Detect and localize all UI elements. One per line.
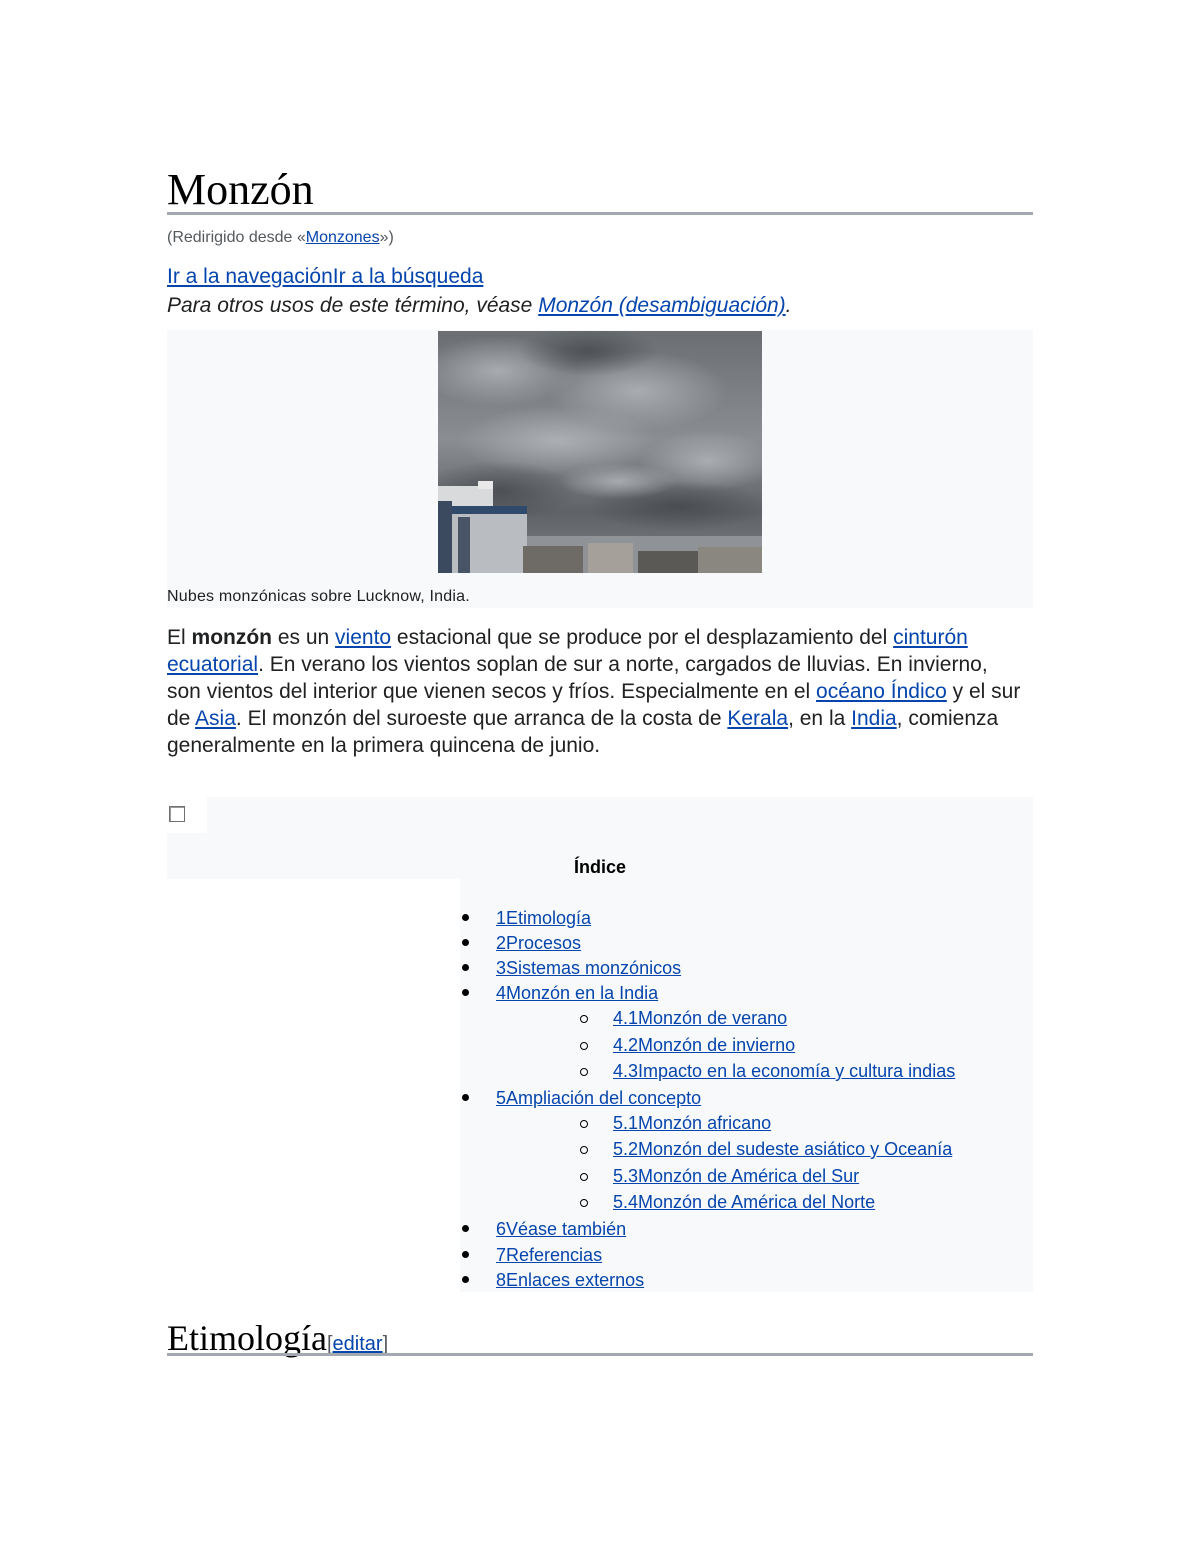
section-edit: [editar] (326, 1333, 389, 1355)
lead-text: y el sur de (167, 680, 1021, 730)
toc-item-label: Monzón africano (638, 1113, 772, 1133)
toc-item-number: 4.1 (613, 1008, 639, 1028)
toc-item-number: 4.2 (613, 1035, 639, 1055)
toc-sub-bullet (580, 1015, 588, 1023)
toc-item[interactable] (496, 908, 591, 929)
edit-section-link[interactable]: editar (332, 1333, 383, 1355)
page-title: Monzón (167, 165, 314, 214)
toc-item[interactable] (613, 1035, 795, 1056)
toc-item-number: 5.2 (613, 1139, 639, 1159)
toc-bullet (462, 989, 469, 996)
toc-item-label: Monzón de América del Norte (638, 1192, 876, 1212)
toc-item-number: 5.4 (613, 1192, 639, 1212)
link-india[interactable]: India (851, 707, 897, 730)
toc-item-label: Etimología (506, 908, 592, 928)
toc-item-label: Monzón en la India (506, 983, 659, 1003)
toc-item-label: Monzón de verano (638, 1008, 788, 1028)
jump-to-navigation-link[interactable]: Ir a la navegación (167, 265, 333, 288)
hatnote-end: . (785, 294, 792, 317)
toc-item[interactable] (496, 1245, 602, 1266)
toc-bullet (462, 1094, 469, 1101)
lead-bold-term: monzón (191, 626, 272, 649)
lead-paragraph (167, 624, 1027, 759)
hatnote-text: Para otros usos de este término, véase (167, 294, 539, 317)
toc-item[interactable] (496, 1219, 626, 1240)
lead-text: estacional que se produce por el desplazamiento del (391, 626, 894, 649)
toc-bullet (462, 939, 469, 946)
toc-item[interactable] (496, 1088, 701, 1109)
toc-item-label: Véase también (506, 1219, 627, 1239)
toc-toggle-checkbox[interactable] (167, 797, 207, 833)
toc-item[interactable] (613, 1008, 787, 1029)
toc-bullet (462, 1251, 469, 1258)
monsoon-clouds-photo[interactable] (438, 331, 762, 573)
link-asia[interactable]: Asia (195, 707, 236, 730)
toc-sub-bullet (580, 1146, 588, 1154)
toc-bullet (462, 914, 469, 921)
jump-links (167, 265, 483, 289)
hatnote (167, 294, 792, 318)
lead-text: es un (272, 626, 336, 649)
toc-item[interactable] (496, 958, 681, 979)
toc-item[interactable] (613, 1139, 952, 1160)
jump-to-search-link[interactable]: Ir a la búsqueda (332, 265, 484, 288)
toc-item[interactable] (496, 1270, 644, 1291)
toc-sub-bullet (580, 1199, 588, 1207)
toc-item-label: Monzón del sudeste asiático y Oceanía (638, 1139, 953, 1159)
figure-caption: Nubes monzónicas sobre Lucknow, India. (167, 588, 470, 605)
toc-item-label: Monzón de invierno (638, 1035, 796, 1055)
toc-title: Índice (573, 857, 626, 877)
toc-item-label: Ampliación del concepto (506, 1088, 702, 1108)
lead-text: . En verano los vientos soplan de sur a norte, cargados de lluvias. En invierno, son vientos del interior que vienen secos y fríos. Especialmente en el (167, 653, 988, 703)
toc-item-label: Impacto en la economía y cultura indias (638, 1061, 956, 1081)
lead-text: . El monzón del suroeste que arranca de la costa de (235, 707, 728, 730)
toc-item-number: 1 (496, 908, 507, 928)
toc-item-number: 3 (496, 958, 507, 978)
toc-bullet (462, 964, 469, 971)
redirect-link[interactable]: Monzones (305, 229, 380, 246)
toc-item-number: 5.1 (613, 1113, 639, 1133)
redirect-note (167, 229, 394, 247)
toc-item-label: Referencias (506, 1245, 603, 1265)
toc-item-number: 5 (496, 1088, 507, 1108)
toc-sub-bullet (580, 1068, 588, 1076)
checkbox-icon (169, 806, 185, 822)
toc-item[interactable] (613, 1192, 875, 1213)
lead-text: , comienza generalmente en la primera quincena de junio. (167, 707, 999, 757)
toc-item-label: Procesos (506, 933, 582, 953)
redirect-suffix: ») (379, 229, 394, 246)
section-title: Etimología (167, 1318, 327, 1358)
lead-text: El (167, 626, 192, 649)
figure (167, 330, 1033, 608)
title-rule (167, 212, 1033, 215)
toc-item-number: 4 (496, 983, 507, 1003)
link-kerala[interactable]: Kerala (727, 707, 789, 730)
toc-item-number: 5.3 (613, 1166, 639, 1186)
toc-sub-bullet (580, 1173, 588, 1181)
toc-bullet (462, 1225, 469, 1232)
toc-item-number: 8 (496, 1270, 507, 1290)
toc-bullet (462, 1276, 469, 1283)
toc-item[interactable] (613, 1061, 955, 1082)
toc-item[interactable] (496, 983, 658, 1004)
section-rule (167, 1353, 1033, 1356)
toc-item[interactable] (613, 1113, 771, 1134)
link-oceano-indico[interactable]: océano Índico (816, 680, 947, 703)
toc-item-number: 2 (496, 933, 507, 953)
link-viento[interactable]: viento (335, 626, 392, 649)
toc-item-number: 7 (496, 1245, 507, 1265)
toc-item-label: Sistemas monzónicos (506, 958, 682, 978)
toc-sub-bullet (580, 1120, 588, 1128)
disambiguation-link[interactable]: Monzón (desambiguación) (538, 294, 786, 317)
toc-item-label: Monzón de América del Sur (638, 1166, 860, 1186)
toc-item[interactable] (613, 1166, 859, 1187)
toc-item-number: 4.3 (613, 1061, 639, 1081)
lead-text: , en la (788, 707, 852, 730)
section-heading-etimologia (167, 1316, 388, 1366)
link-cinturon-ecuatorial[interactable]: cinturón ecuatorial (167, 626, 968, 676)
toc-item-label: Enlaces externos (506, 1270, 645, 1290)
toc-sub-bullet (580, 1042, 588, 1050)
toc-item[interactable] (496, 933, 581, 954)
redirect-prefix: (Redirigido desde « (167, 229, 306, 246)
toc-item-number: 6 (496, 1219, 507, 1239)
